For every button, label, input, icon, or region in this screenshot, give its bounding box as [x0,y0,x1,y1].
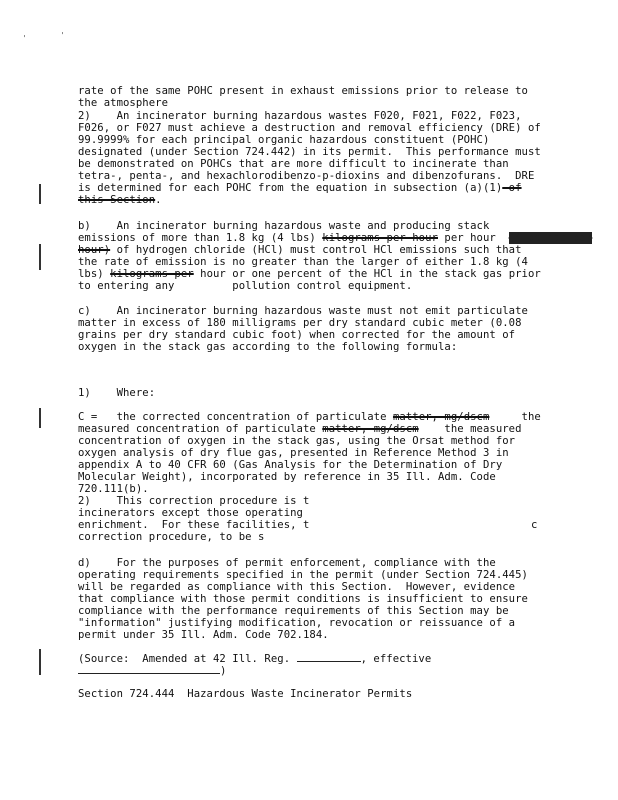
text-run: , effective [360,653,432,665]
text-line: appendix A to 40 CFR 60 (Gas Analysis for the Determination of Dry [78,459,503,471]
text-run: ) [220,665,227,677]
scan-speck: ' [22,34,27,43]
text-line: the atmosphere [78,97,168,109]
text-line: b) An incinerator burning hazardous waste and producing stack [78,220,490,232]
text-line: be demonstrated on POHCs that are more difficult to incinerate than [78,158,509,170]
text-line: designated (under Section 724.442) in its permit. This performance must [78,146,541,158]
text-run: the [489,411,541,423]
scan-speck: ' [60,31,65,40]
text-line: that compliance with those permit conditions is insufficient to ensure [78,593,528,605]
struck-text: matter, mg/dscm [322,423,419,435]
text-run: hour or one percent of the HCl in the stack gas prior [193,268,541,280]
section-heading: Section 724.444 Hazardous Waste Incinerator Permits [78,688,413,700]
text-run: of hydrogen chloride (HCl) must control HCl emissions such that [110,244,522,256]
text-line [78,268,541,280]
struck-text: kilograms per [110,268,194,280]
text-line: operating requirements specified in the permit (under Section 724.445) [78,569,528,581]
text-run: C = the corrected concentration of particulate [78,411,393,423]
text-run: is determined for each POHC from the equation in subsection (a)(1) [78,182,503,194]
text-line: F026, or F027 must achieve a destruction and removal efficiency (DRE) of [78,122,541,134]
text-line [78,411,541,423]
text-line: concentration of oxygen in the stack gas, using the Orsat method for [78,435,516,447]
struck-text: of [502,182,522,194]
struck-text: kilograms per hour [322,232,438,244]
text-line: oxygen analysis of dry flue gas, presented in Reference Method 3 in [78,447,509,459]
text-line: rate of the same POHC present in exhaust emissions prior to release to [78,85,528,97]
text-line [78,194,162,206]
text-line [78,423,522,435]
text-line: grains per dry standard cubic foot) when corrected for the amount of [78,329,516,341]
blank-line [297,652,361,662]
struck-text: matter, mg/dscm [392,411,490,423]
text-line: 720.111(b). [78,483,149,495]
text-line: the rate of emission is no greater than the larger of either 1.8 kg (4 [78,256,528,268]
text-line: 99.9999% for each principal organic hazardous constituent (POHC) [78,134,490,146]
text-line: "information" justifying modification, revocation or reissuance of a [78,617,516,629]
text-fragment: c [531,519,538,531]
struck-text: (4 pounds per [508,232,593,244]
text-line: d) For the purposes of permit enforcement, compliance with the [78,557,496,569]
text-line: to entering any pollution control equipment. [78,280,413,292]
revision-bar [39,184,41,204]
text-line: c) An incinerator burning hazardous waste must not emit particulate [78,305,528,317]
text-line: 2) An incinerator burning hazardous wastes F020, F021, F022, F023, [78,110,522,122]
text-line: oxygen in the stack gas according to the following formula: [78,341,458,353]
text-line: matter in excess of 180 milligrams per dry standard cubic meter (0.08 [78,317,522,329]
text-run: the measured [418,423,522,435]
struck-text: this Section [78,194,156,206]
text-run: . [155,194,162,206]
blank-line [78,664,220,674]
text-line: correction procedure, to be s [78,531,265,543]
source-note-cont [78,664,226,677]
text-line: tetra-, penta-, and hexachlorodibenzo-p-dioxins and dibenzofurans. DRE [78,170,535,182]
text-line: compliance with the performance requirements of this Section may be [78,605,509,617]
text-run: per hour [437,232,509,244]
text-run: lbs) [78,268,111,280]
text-line: 2) This correction procedure is t [78,495,310,507]
text-run: measured concentration of particulate [78,423,323,435]
text-line: will be regarded as compliance with this Section. However, evidence [78,581,516,593]
text-line [78,232,592,244]
revision-bar [39,244,41,270]
text-line: 1) Where: [78,387,156,399]
revision-bar [39,408,41,428]
text-line [78,182,522,194]
text-run: (Source: Amended at 42 Ill. Reg. [78,653,297,665]
text-line: enrichment. For these facilities, t [78,519,310,531]
text-line: incinerators except those operating [78,507,303,519]
text-line: permit under 35 Ill. Adm. Code 702.184. [78,629,329,641]
text-line: Molecular Weight), incorporated by reference in 35 Ill. Adm. Code [78,471,496,483]
text-run: emissions of more than 1.8 kg (4 lbs) [78,232,323,244]
revision-bar [39,649,41,675]
text-line [78,244,522,256]
struck-text: hour) [78,244,111,256]
